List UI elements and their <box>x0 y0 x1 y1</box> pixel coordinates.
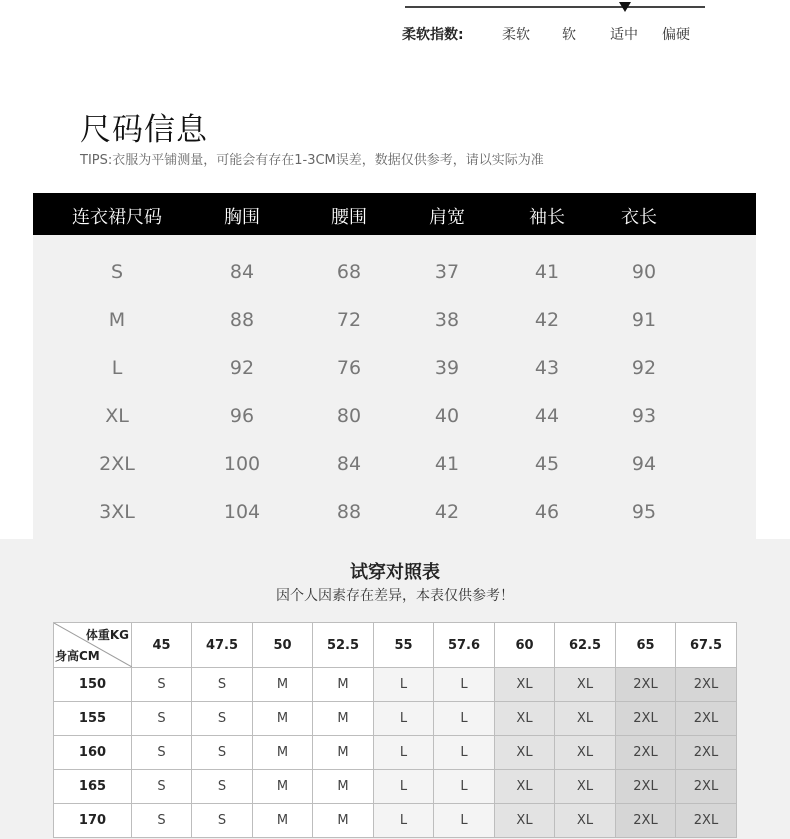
height-cell: 165 <box>54 770 132 804</box>
fit-size-cell: XL <box>555 702 616 736</box>
size-cell-label: XL <box>105 405 129 427</box>
weight-header-cell: 47.5 <box>192 623 253 668</box>
softness-option-stiff: 偏硬 <box>662 27 690 43</box>
fit-size-cell: M <box>253 770 313 804</box>
fit-table-corner-cell <box>54 623 132 668</box>
softness-scale-line <box>405 6 705 8</box>
size-cell-value: 41 <box>434 453 460 475</box>
fit-size-cell: 2XL <box>676 668 737 702</box>
fit-size-cell: S <box>192 736 253 770</box>
tips-text: TIPS:衣服为平铺测量，可能会有存在1-3CM误差，数据仅供参考，请以实际为准 <box>80 153 544 168</box>
size-cell-value: 41 <box>534 261 560 283</box>
size-cell-value: 88 <box>229 309 255 331</box>
softness-scale <box>400 0 710 50</box>
size-cell-label: 2XL <box>99 453 135 475</box>
fit-size-cell: L <box>434 702 495 736</box>
fit-size-cell: 2XL <box>616 804 676 838</box>
height-cell: 160 <box>54 736 132 770</box>
size-cell-value: 90 <box>631 261 657 283</box>
fit-size-cell: XL <box>555 804 616 838</box>
weight-header-cell: 60 <box>495 623 555 668</box>
fit-size-cell: XL <box>555 668 616 702</box>
fit-table-row <box>54 668 737 702</box>
weight-header-cell: 57.6 <box>434 623 495 668</box>
size-cell-value: 38 <box>434 309 460 331</box>
height-cell: 150 <box>54 668 132 702</box>
fit-size-cell: XL <box>555 736 616 770</box>
size-cell-value: 91 <box>631 309 657 331</box>
softness-option-medium: 适中 <box>610 27 638 43</box>
fit-size-cell: XL <box>495 736 555 770</box>
size-header-size: 连衣裙尺码 <box>72 207 162 228</box>
fit-size-cell: M <box>253 702 313 736</box>
size-cell-value: 104 <box>223 501 261 523</box>
fit-size-cell: L <box>374 702 434 736</box>
size-cell-label: L <box>111 357 123 379</box>
size-cell-value: 100 <box>223 453 261 475</box>
fit-size-cell: M <box>253 804 313 838</box>
weight-label: 体重KG <box>85 628 129 642</box>
fit-size-cell: 2XL <box>676 736 737 770</box>
size-table-row <box>33 487 756 535</box>
softness-option-softer: 软 <box>562 27 576 43</box>
fit-size-cell: M <box>253 668 313 702</box>
size-header-bust: 胸围 <box>224 207 260 228</box>
size-cell-label: 3XL <box>99 501 135 523</box>
fit-table-header-row <box>54 623 737 668</box>
size-cell-value: 37 <box>434 261 460 283</box>
fit-size-cell: XL <box>495 702 555 736</box>
softness-option-soft: 柔软 <box>502 27 530 43</box>
fit-table-row <box>54 736 737 770</box>
fit-size-cell: M <box>313 702 374 736</box>
fit-size-cell: 2XL <box>616 668 676 702</box>
fit-size-cell: XL <box>555 770 616 804</box>
size-cell-value: 92 <box>631 357 657 379</box>
fit-size-cell: L <box>434 770 495 804</box>
size-table-row <box>33 439 756 487</box>
fit-size-cell: XL <box>495 804 555 838</box>
size-cell-value: 93 <box>631 405 657 427</box>
section-title: 尺码信息 <box>80 112 208 148</box>
fit-size-cell: L <box>374 736 434 770</box>
size-cell-value: 44 <box>534 405 560 427</box>
weight-header-cell: 52.5 <box>313 623 374 668</box>
size-header-shoulder: 肩宽 <box>429 207 465 228</box>
fit-table-row <box>54 770 737 804</box>
size-cell-value: 88 <box>336 501 362 523</box>
size-table-row <box>33 295 756 343</box>
size-cell-value: 76 <box>336 357 362 379</box>
size-cell-value: 39 <box>434 357 460 379</box>
size-table-body <box>33 235 756 539</box>
size-table-row <box>33 343 756 391</box>
fit-size-cell: S <box>192 804 253 838</box>
weight-header-cell: 50 <box>253 623 313 668</box>
fit-size-cell: S <box>132 804 192 838</box>
fit-size-cell: S <box>132 736 192 770</box>
fit-size-cell: S <box>132 668 192 702</box>
size-table-header <box>33 193 756 235</box>
fit-table-row <box>54 702 737 736</box>
size-cell-value: 42 <box>534 309 560 331</box>
fit-size-cell: 2XL <box>616 770 676 804</box>
weight-header-cell: 65 <box>616 623 676 668</box>
fit-size-cell: S <box>192 668 253 702</box>
weight-header-cell: 55 <box>374 623 434 668</box>
size-cell-value: 95 <box>631 501 657 523</box>
fit-size-cell: S <box>132 702 192 736</box>
weight-header-cell: 67.5 <box>676 623 737 668</box>
size-cell-label: S <box>110 261 124 283</box>
weight-header-cell: 45 <box>132 623 192 668</box>
fit-size-cell: 2XL <box>676 770 737 804</box>
fit-size-cell: L <box>374 668 434 702</box>
fit-table-subtitle: 因个人因素存在差异，本表仅供参考！ <box>276 588 514 604</box>
size-table-row <box>33 391 756 439</box>
weight-header-cell: 62.5 <box>555 623 616 668</box>
fit-size-cell: L <box>434 804 495 838</box>
size-cell-value: 84 <box>336 453 362 475</box>
softness-label: 柔软指数: <box>402 27 464 43</box>
size-cell-value: 42 <box>434 501 460 523</box>
fit-size-cell: M <box>313 668 374 702</box>
fit-size-cell: M <box>313 770 374 804</box>
fit-table-body <box>54 668 737 838</box>
size-cell-value: 72 <box>336 309 362 331</box>
size-cell-value: 94 <box>631 453 657 475</box>
fit-size-cell: L <box>374 770 434 804</box>
fit-size-cell: S <box>192 770 253 804</box>
fit-table-row <box>54 804 737 838</box>
size-cell-value: 43 <box>534 357 560 379</box>
height-label: 身高CM <box>55 649 100 663</box>
size-cell-value: 45 <box>534 453 560 475</box>
fit-size-cell: S <box>132 770 192 804</box>
softness-marker-icon <box>619 2 631 12</box>
size-cell-value: 68 <box>336 261 362 283</box>
fit-size-cell: 2XL <box>616 702 676 736</box>
size-cell-value: 92 <box>229 357 255 379</box>
fit-size-cell: M <box>313 804 374 838</box>
size-header-length: 衣长 <box>621 207 657 228</box>
fit-size-cell: L <box>434 668 495 702</box>
size-cell-value: 96 <box>229 405 255 427</box>
size-cell-label: M <box>108 309 126 331</box>
fit-size-cell: L <box>434 736 495 770</box>
height-cell: 170 <box>54 804 132 838</box>
fit-size-cell: 2XL <box>616 736 676 770</box>
fit-size-cell: M <box>313 736 374 770</box>
size-header-sleeve: 袖长 <box>529 207 565 228</box>
fit-size-cell: XL <box>495 770 555 804</box>
fit-size-cell: 2XL <box>676 702 737 736</box>
fit-table-title: 试穿对照表 <box>350 562 440 583</box>
fit-size-cell: M <box>253 736 313 770</box>
size-table-row <box>33 247 756 295</box>
size-cell-value: 46 <box>534 501 560 523</box>
size-cell-value: 84 <box>229 261 255 283</box>
fit-size-cell: 2XL <box>676 804 737 838</box>
size-header-waist: 腰围 <box>331 207 367 228</box>
fit-size-cell: S <box>192 702 253 736</box>
size-cell-value: 40 <box>434 405 460 427</box>
fit-table <box>53 622 737 838</box>
height-cell: 155 <box>54 702 132 736</box>
fit-size-cell: L <box>374 804 434 838</box>
fit-size-cell: XL <box>495 668 555 702</box>
size-cell-value: 80 <box>336 405 362 427</box>
